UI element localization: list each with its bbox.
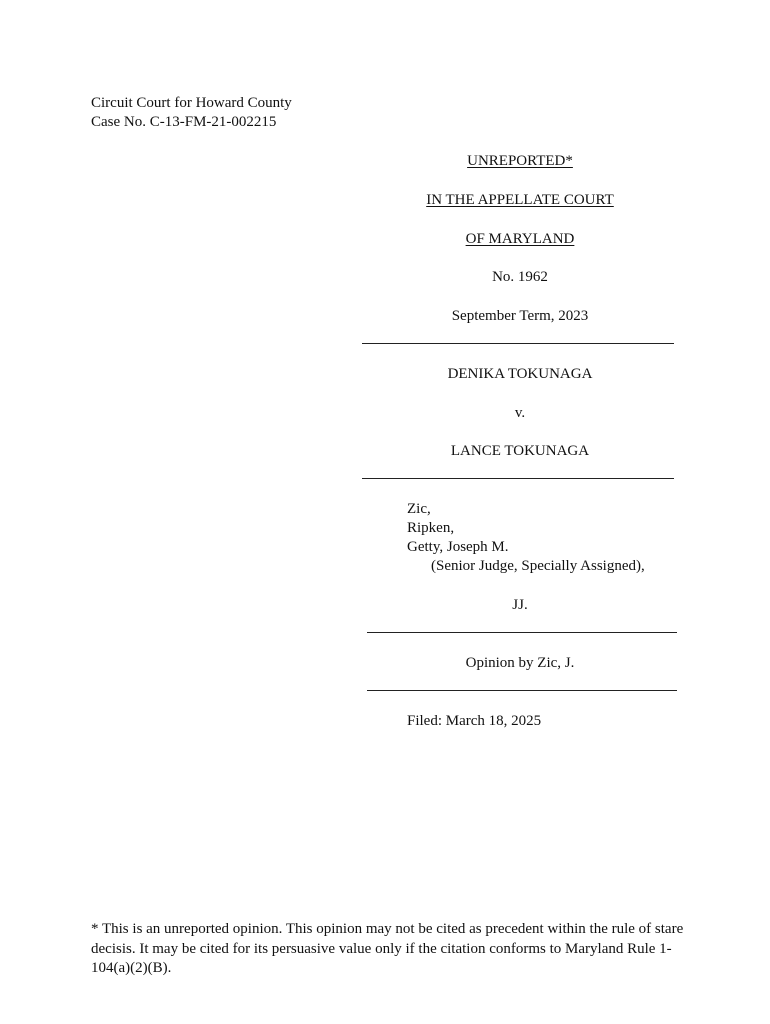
jj-label: JJ. [512, 597, 528, 613]
appellee-name: LANCE TOKUNAGA [450, 443, 590, 459]
circuit-court-line: Circuit Court for Howard County [91, 95, 292, 111]
court-name-2: OF MARYLAND [465, 231, 575, 247]
filed-date: Filed: March 18, 2025 [407, 713, 542, 729]
court-name-line-2 [360, 230, 680, 249]
case-number: Case No. C-13-FM-21-002215 [91, 114, 277, 130]
judge-getty-note: (Senior Judge, Specially Assigned), [431, 558, 645, 574]
term: September Term, 2023 [451, 308, 589, 324]
unreported-heading [360, 152, 680, 171]
appellant-name: DENIKA TOKUNAGA [447, 366, 593, 382]
divider-rule-4 [367, 690, 677, 691]
footnote: * This is an unreported opinion. This opinion may not be cited as precedent within the rule of stare decisis. It may be cited for its persuasive value only if the citation conforms to Maryland Rule 1-104(a)(2)(B). [91, 921, 684, 976]
judge-zic: Zic, [407, 501, 431, 517]
divider-rule-1 [362, 343, 674, 344]
divider-rule-3 [367, 632, 677, 633]
unreported-label: UNREPORTED* [467, 153, 573, 169]
versus: v. [514, 405, 526, 421]
court-name-line-1 [360, 191, 680, 210]
docket-number: No. 1962 [492, 269, 548, 285]
judge-getty: Getty, Joseph M. [407, 539, 509, 555]
divider-rule-2 [362, 478, 674, 479]
court-name-1: IN THE APPELLATE COURT [426, 192, 614, 208]
judge-ripken: Ripken, [407, 520, 455, 536]
opinion-author: Opinion by Zic, J. [465, 655, 575, 671]
